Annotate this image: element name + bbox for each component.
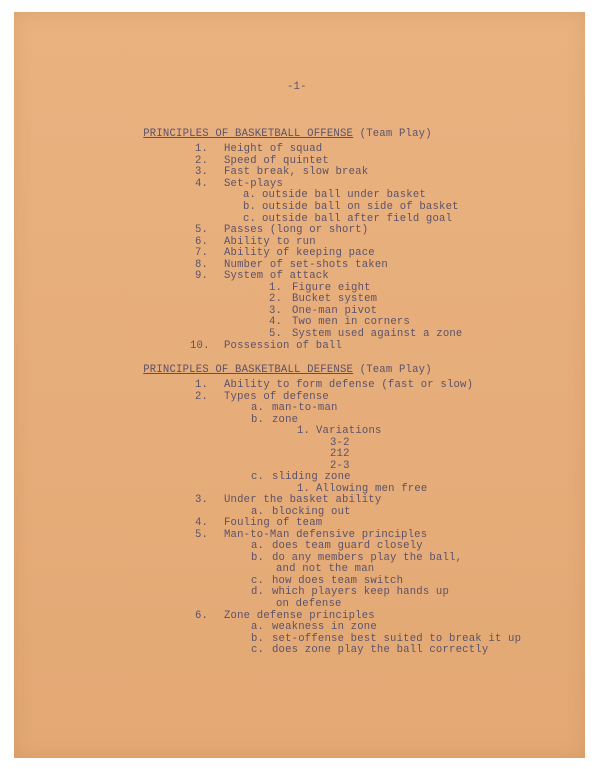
item-text: Ability to form defense (fast or slow): [224, 379, 474, 391]
item-number: c.: [251, 471, 265, 483]
item-number: b.: [251, 633, 265, 645]
item-number: c.: [251, 644, 265, 656]
item-text: Man-to-Man defensive principles: [224, 529, 428, 541]
defense-heading: PRINCIPLES OF BASKETBALL DEFENSE: [143, 364, 354, 376]
item-number: d.: [251, 586, 265, 598]
item-text: weakness in zone: [272, 621, 377, 633]
item-text: on defense: [276, 598, 342, 610]
item-number: a.: [243, 189, 257, 201]
item-text: One-man pivot: [292, 305, 378, 317]
item-text: how does team switch: [272, 575, 404, 587]
item-number: 3.: [269, 305, 283, 317]
item-number: 6.: [195, 236, 209, 248]
item-text: Height of squad: [224, 143, 323, 155]
item-text: outside ball after field goal: [262, 213, 453, 225]
item-number: 7.: [195, 247, 209, 259]
offense-heading-suffix: (Team Play): [359, 128, 432, 140]
item-number: c.: [243, 213, 257, 225]
item-text: Ability of keeping pace: [224, 247, 375, 259]
item-text: man-to-man: [272, 402, 338, 414]
item-number: 3.: [195, 494, 209, 506]
item-text: does team guard closely: [272, 540, 423, 552]
item-number: 1.: [269, 282, 283, 294]
item-number: a.: [251, 506, 265, 518]
item-number: a.: [251, 540, 265, 552]
item-number: 1.: [297, 483, 311, 495]
document-page: [14, 12, 585, 758]
item-number: 3.: [195, 166, 209, 178]
item-number: b.: [251, 552, 265, 564]
item-text: Bucket system: [292, 293, 378, 305]
item-text: System used against a zone: [292, 328, 463, 340]
item-number: 1.: [195, 379, 209, 391]
item-text: does zone play the ball correctly: [272, 644, 489, 656]
item-text: Set-plays: [224, 178, 284, 190]
item-number: 2.: [269, 293, 283, 305]
item-text: 212: [330, 448, 350, 460]
item-number: 5.: [195, 224, 209, 236]
item-number: 4.: [195, 517, 209, 529]
item-text: Figure eight: [292, 282, 371, 294]
item-text: 3-2: [330, 437, 350, 449]
item-text: Zone defense principles: [224, 610, 375, 622]
item-text: Ability to run: [224, 236, 316, 248]
item-text: set-offense best suited to break it up: [272, 633, 522, 645]
item-number: 5.: [195, 529, 209, 541]
item-text: outside ball on side of basket: [262, 201, 459, 213]
item-number: a.: [251, 402, 265, 414]
item-number: 9.: [195, 270, 209, 282]
offense-heading: PRINCIPLES OF BASKETBALL OFFENSE: [143, 128, 354, 140]
item-number: 1.: [195, 143, 209, 155]
item-text: Types of defense: [224, 391, 329, 403]
item-number: 2.: [195, 391, 209, 403]
item-number: 10.: [190, 340, 210, 352]
item-text: which players keep hands up: [272, 586, 450, 598]
item-number: c.: [251, 575, 265, 587]
item-text: Fouling of team: [224, 517, 323, 529]
item-text: outside ball under basket: [262, 189, 426, 201]
page-number: -1-: [287, 81, 307, 93]
item-number: 2.: [195, 155, 209, 167]
item-text: Allowing men free: [316, 483, 428, 495]
item-number: b.: [251, 414, 265, 426]
item-text: zone: [272, 414, 299, 426]
item-number: 4.: [195, 178, 209, 190]
item-text: do any members play the ball,: [272, 552, 463, 564]
item-text: sliding zone: [272, 471, 351, 483]
item-text: Speed of quintet: [224, 155, 329, 167]
item-text: blocking out: [272, 506, 351, 518]
item-number: 4.: [269, 316, 283, 328]
item-number: b.: [243, 201, 257, 213]
defense-heading-suffix: (Team Play): [359, 364, 432, 376]
item-text: Possession of ball: [224, 340, 343, 352]
item-text: Fast break, slow break: [224, 166, 369, 178]
item-text: and not the man: [276, 563, 375, 575]
item-text: Passes (long or short): [224, 224, 369, 236]
item-text: Number of set-shots taken: [224, 259, 388, 271]
item-number: 5.: [269, 328, 283, 340]
item-number: 1.: [297, 425, 311, 437]
item-text: 2-3: [330, 460, 350, 472]
item-text: Two men in corners: [292, 316, 411, 328]
item-number: a.: [251, 621, 265, 633]
item-number: 6.: [195, 610, 209, 622]
item-text: System of attack: [224, 270, 329, 282]
item-number: 8.: [195, 259, 209, 271]
item-text: Under the basket ability: [224, 494, 382, 506]
item-text: Variations: [316, 425, 382, 437]
